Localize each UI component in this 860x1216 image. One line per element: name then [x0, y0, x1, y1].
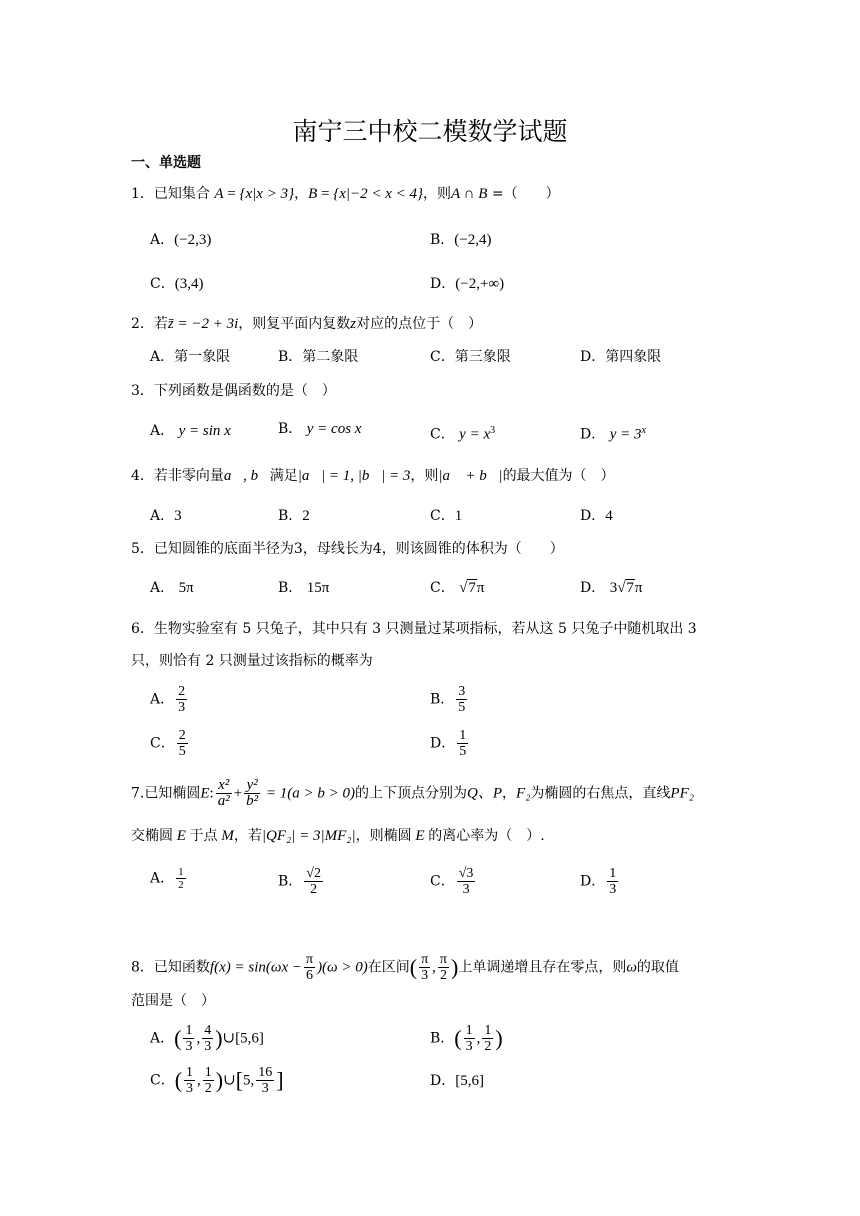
q6-option-a[interactable]: A． $\frac{2}{3}$ [150, 684, 186, 715]
q6-option-b[interactable]: B． $\frac{3}{5}$ [430, 684, 466, 715]
question-1: 1．已知集合 A = {x|x > 3}，B = {x|−2 < x < 4}，则A ∩ B =（ ） [131, 186, 560, 202]
question-8-line-2: 范围是（ ） [131, 993, 215, 1009]
q4-option-d[interactable]: D．4 [580, 508, 613, 524]
q7-option-d[interactable]: D． $\frac{1}{3}$ [580, 866, 617, 897]
q8-option-b[interactable]: B．( $\frac{1}{3}$ , $\frac{1}{2}$ ) [430, 1023, 503, 1054]
q7-option-b[interactable]: B． $\frac{√2}{2}$ [278, 866, 321, 897]
q1-option-d[interactable]: D．(−2,+∞) [430, 276, 505, 292]
q2-option-c[interactable]: C．第三象限 [430, 349, 511, 365]
q2-option-b[interactable]: B．第二象限 [278, 349, 359, 365]
page-title: 南宁三中校二模数学试题 [292, 117, 568, 146]
q3-option-d[interactable]: D． $y = 3^x$ [580, 425, 646, 443]
question-4: 4．若非零向量a⃗, b⃗满足|a⃗| = 1, |b⃗| = 3，则|a⃗ + b⃗|的最大值为（ ） [131, 468, 615, 484]
q6-option-c[interactable]: C． $\frac{2}{5}$ [150, 728, 186, 759]
question-6-line-2: 只，则恰有 2 只测量过该指标的概率为 [131, 653, 373, 669]
q3-option-c[interactable]: C． $y = x^3$ [430, 425, 496, 443]
question-7-line-1: 7.已知椭圆E: $\frac{\text{x²}}{\text{a²}}$ + $\frac{\text{y²}}{\text{b²}}$ = 1(a > b > 0)的上下顶点分别为Q、P，F₂为椭圆的右焦点，直线PF₂ [131, 777, 694, 809]
q3-option-b[interactable]: B． y = cos x [278, 421, 362, 437]
q5-option-d[interactable]: D． 3√7π [580, 580, 643, 596]
section-heading: 一、单选题 [131, 155, 201, 171]
q8-option-d[interactable]: D．[5,6] [430, 1073, 484, 1089]
q4-option-c[interactable]: C．1 [430, 508, 463, 524]
q2-option-d[interactable]: D．第四象限 [580, 349, 662, 365]
q5-option-b[interactable]: B． 15π [278, 580, 330, 596]
q6-option-d[interactable]: D． $\frac{1}{5}$ [430, 728, 467, 759]
question-5: 5．已知圆锥的底面半径为3，母线长为4，则该圆锥的体积为（ ） [131, 541, 564, 557]
question-8-line-1: 8．已知函数f(x) = sin(ωx − $\frac{\pi}{6}$ )(ω > 0)在区间( $\frac{\pi}{3}$ , $\frac{\pi}{2}$ )上单调递增且存在零点，则ω的取值 [131, 952, 679, 983]
q7-option-a[interactable]: A． $\frac{1}{2}$ [150, 866, 184, 891]
q2-option-a[interactable]: A．第一象限 [150, 349, 231, 365]
q1-option-c[interactable]: C．(3,4) [150, 276, 204, 292]
q4-option-b[interactable]: B．2 [278, 508, 310, 524]
q1-option-a[interactable]: A．(−2,3) [150, 232, 212, 248]
question-2: 2．若z̄ = −2 + 3i，则复平面内复数z对应的点位于（ ） [131, 316, 483, 332]
q7-option-c[interactable]: C． $\frac{√3}{3}$ [430, 866, 474, 897]
q5-option-a[interactable]: A． 5π [150, 580, 194, 596]
q4-option-a[interactable]: A．3 [150, 508, 182, 524]
question-6-line-1: 6．生物实验室有 5 只兔子，其中只有 3 只测量过某项指标，若从这 5 只兔子中随机取出 3 [131, 621, 697, 637]
q3-option-a[interactable]: A． y = sin x [150, 423, 231, 439]
q5-option-c[interactable]: C． √7π [430, 580, 485, 596]
question-3: 3．下列函数是偶函数的是（ ） [131, 383, 336, 399]
question-7-line-2: 交椭圆 E 于点 M，若|QF₂| = 3|MF₂|，则椭圆 E 的离心率为（ ）. [131, 828, 545, 844]
q1-option-b[interactable]: B．(−2,4) [430, 232, 492, 248]
q8-option-c[interactable]: C．( $\frac{1}{3}$ , $\frac{1}{2}$ )∪[5, $\frac{16}{3}$ ] [150, 1065, 284, 1096]
q8-option-a[interactable]: A．( $\frac{1}{3}$ , $\frac{4}{3}$ )∪[5,6] [150, 1023, 264, 1054]
